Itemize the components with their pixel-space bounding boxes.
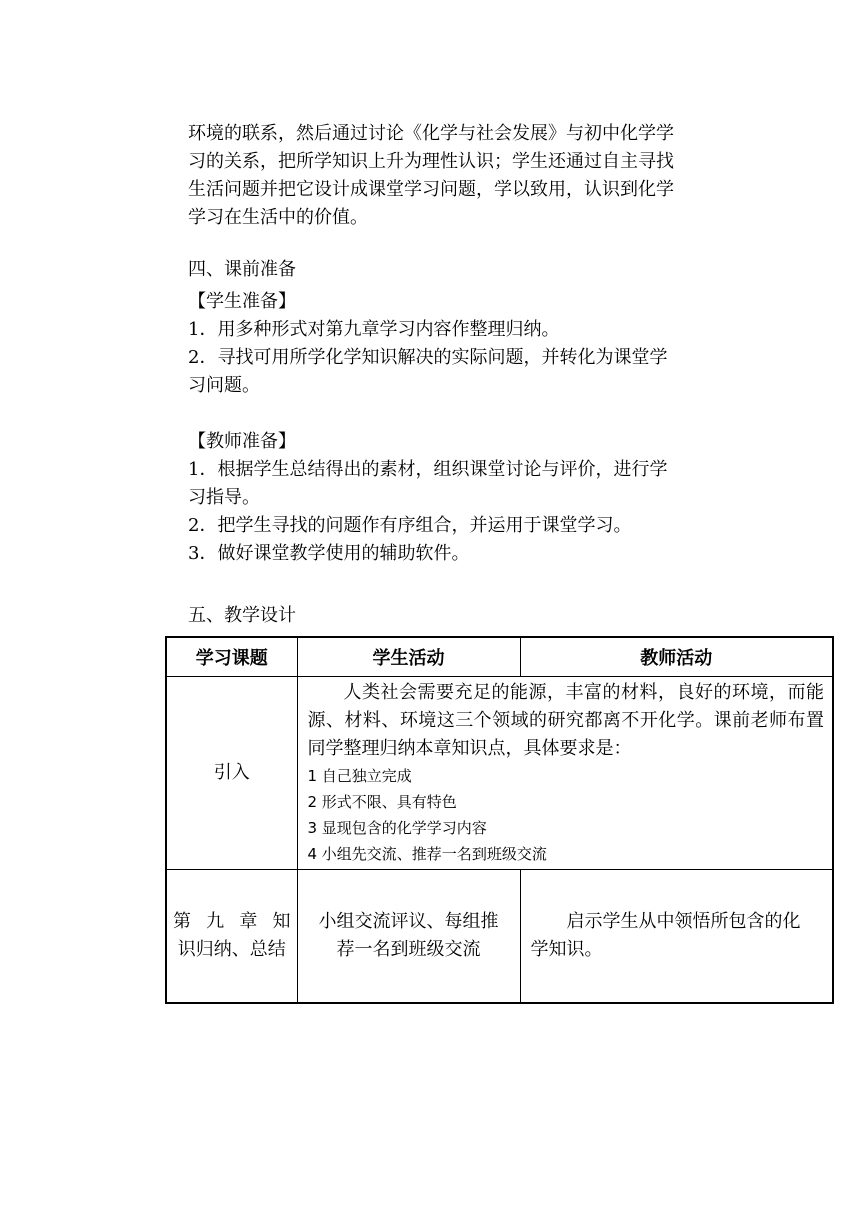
- table-row: [166, 870, 833, 1004]
- intro-line-1: 环境的联系，然后通过讨论《化学与社会发展》与初中化学学: [188, 123, 674, 144]
- requirement-item: 3 显现包含的化学学习内容: [307, 819, 487, 837]
- requirement-item: 1 自己独立完成: [307, 767, 412, 785]
- teacher-prep-item: 3．做好课堂教学使用的辅助软件。: [188, 543, 470, 564]
- student-prep-item: 1．用多种形式对第九章学习内容作整理归纳。: [188, 319, 560, 340]
- table-header-row: [166, 637, 833, 677]
- teacher-prep-item: 2．把学生寻找的问题作有序组合，并运用于课堂学习。: [188, 515, 632, 536]
- row1-text-line: 师布置同学整理归纳本章知识点，具体要求是：: [307, 710, 825, 759]
- row2-topic: [166, 870, 297, 1004]
- teaching-design-table: [165, 636, 834, 1004]
- row1-text-line: 能源、材料、环境这三个领域的研究都离不开化学。课前老: [307, 682, 824, 731]
- row2-teacher-line: 启示学生从中领悟所包含的化: [566, 911, 801, 932]
- row1-content: [297, 677, 833, 870]
- intro-line-2: 习的关系，把所学知识上升为理性认识；学生还通过自主寻找: [188, 151, 674, 172]
- row1-text: [308, 679, 825, 763]
- requirement-item: 2 形式不限、具有特色: [307, 793, 457, 811]
- student-prep-heading: 【学生准备】: [188, 291, 296, 312]
- intro-line-3: 生活问题并把它设计成课堂学习问题，学以致用，认识到化学: [188, 179, 674, 200]
- header-teacher-activity: 教师活动: [520, 637, 833, 677]
- student-prep-item: 习问题。: [188, 375, 260, 396]
- section4-title: 四、课前准备: [188, 259, 296, 280]
- requirement-item: 4 小组先交流、推荐一名到班级交流: [307, 845, 547, 863]
- row2-student-activity: [297, 870, 520, 1004]
- header-student-activity: 学生活动: [297, 637, 520, 677]
- student-prep-item: 2．寻找可用所学化学知识解决的实际问题，并转化为课堂学: [188, 347, 668, 368]
- teacher-prep-item: 1．根据学生总结得出的素材，组织课堂讨论与评价，进行学: [188, 459, 668, 480]
- header-topic: 学习课题: [166, 637, 297, 677]
- intro-line-4: 学习在生活中的价值。: [188, 207, 368, 228]
- row2-teacher-activity: [520, 870, 833, 1004]
- row2-teacher-line: 学知识。: [530, 939, 603, 960]
- row1-topic: 引入: [166, 677, 297, 870]
- row2-topic-line: 第 九 章 知: [173, 911, 291, 932]
- teacher-prep-item: 习指导。: [188, 487, 260, 508]
- teacher-prep-heading: 【教师准备】: [188, 431, 296, 452]
- section5-title: 五、教学设计: [188, 605, 296, 626]
- row2-topic-line: 识归纳、总结: [177, 939, 286, 960]
- row1-text-line: 人类社会需要充足的能源，丰富的材料，良好的环境，而: [343, 682, 806, 703]
- row2-student-line: 荐一名到班级交流: [336, 939, 481, 960]
- row2-student-line: 小组交流评议、每组推: [318, 911, 499, 932]
- table-row: [166, 677, 833, 870]
